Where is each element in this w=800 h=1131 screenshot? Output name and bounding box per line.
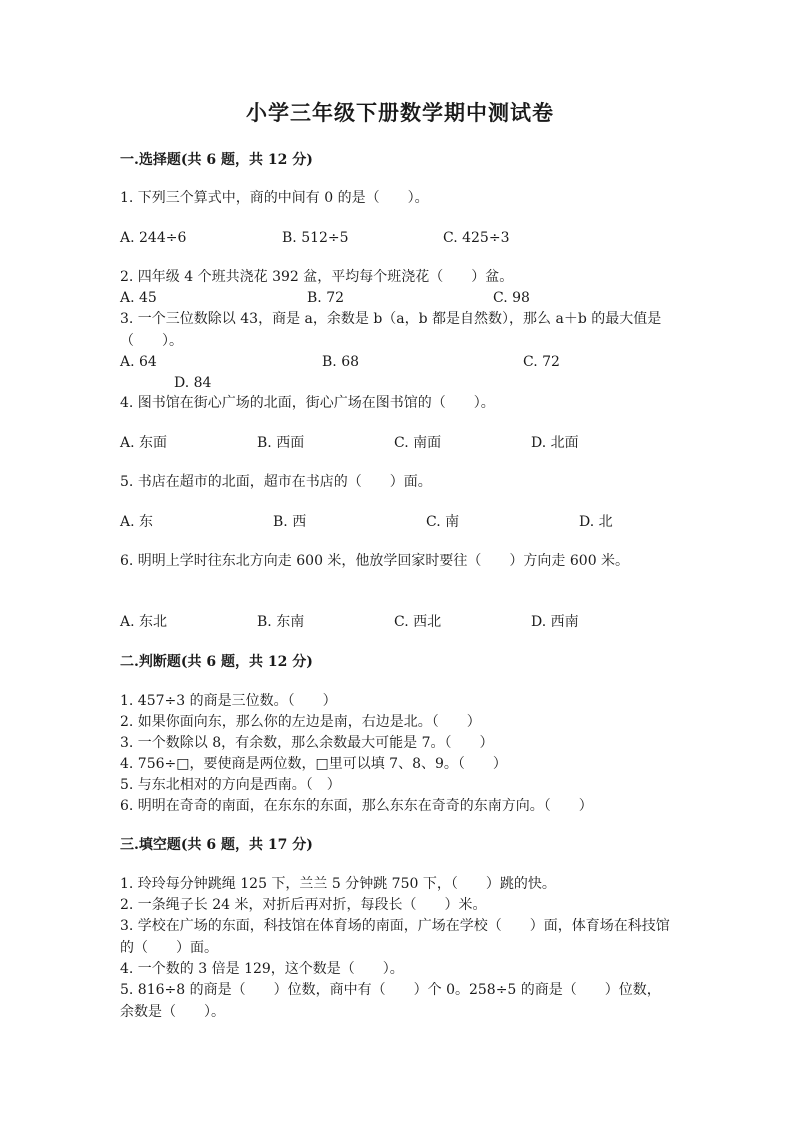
question-stem: 4. 图书馆在街心广场的北面，街心广场在图书馆的（ ）。 [120, 395, 495, 411]
list-item: 2. 一条绳子长 24 米，对折后再对折，每段长（ ）米。 [120, 897, 487, 913]
option-c: C. 72 [523, 354, 560, 370]
option-b: B. 512÷5 [282, 230, 349, 246]
option-d: D. 北 [579, 514, 613, 530]
option-b: B. 西面 [257, 435, 305, 451]
section-heading-choice: 一.选择题(共 6 题，共 12 分) [120, 152, 313, 168]
option-b: B. 东南 [257, 614, 305, 630]
option-b: B. 68 [322, 354, 360, 370]
option-c: C. 98 [493, 290, 530, 306]
question-stem: 3. 一个三位数除以 43，商是 a，余数是 b（a，b 都是自然数），那么 a＋b 的最大值是（ ）。 [120, 311, 662, 349]
list-item: 3. 一个数除以 8，有余数，那么余数最大可能是 7。（ ） [120, 735, 494, 751]
option-a: A. 244÷6 [120, 230, 187, 246]
section-heading-fill-in: 三.填空题(共 6 题，共 17 分) [120, 837, 313, 853]
list-item: 5. 816÷8 的商是（ ）位数，商中有（ ）个 0。258÷5 的商是（ ）位数，余数是（ ）。 [120, 982, 661, 1020]
list-item: 1. 457÷3 的商是三位数。（ ） [120, 693, 337, 709]
option-a: A. 东北 [120, 614, 168, 630]
list-item: 6. 明明在奇奇的南面，在东东的东面，那么东东在奇奇的东南方向。（ ） [120, 798, 593, 814]
question-stem: 6. 明明上学时往东北方向走 600 米，他放学回家时要往（ ）方向走 600 米。 [120, 553, 630, 569]
option-b: B. 西 [273, 514, 307, 530]
option-a: A. 东面 [120, 435, 168, 451]
list-item: 4. 756÷□，要使商是两位数，□里可以填 7、8、9。（ ） [120, 756, 507, 772]
option-c: C. 西北 [394, 614, 442, 630]
option-c: C. 南 [426, 514, 460, 530]
question-stem: 2. 四年级 4 个班共浇花 392 盆，平均每个班浇花（ ）盆。 [120, 269, 514, 285]
section-heading-judgement: 二.判断题(共 6 题，共 12 分) [120, 654, 313, 670]
option-c: C. 425÷3 [443, 230, 510, 246]
list-item: 2. 如果你面向东，那么你的左边是南，右边是北。（ ） [120, 714, 481, 730]
option-a: A. 45 [120, 290, 157, 306]
option-b: B. 72 [307, 290, 345, 306]
question-stem: 1. 下列三个算式中，商的中间有 0 的是（ ）。 [120, 190, 429, 206]
list-item: 3. 学校在广场的东面，科技馆在体育场的南面，广场在学校（ ）面，体育场在科技馆的（ ）面。 [120, 918, 670, 956]
list-item: 1. 玲玲每分钟跳绳 125 下，兰兰 5 分钟跳 750 下，（ ）跳的快。 [120, 876, 556, 892]
option-d: D. 84 [174, 375, 212, 391]
option-c: C. 南面 [394, 435, 442, 451]
option-a: A. 东 [120, 514, 154, 530]
option-d: D. 北面 [531, 435, 579, 451]
list-item: 4. 一个数的 3 倍是 129，这个数是（ ）。 [120, 961, 404, 977]
question-stem: 5. 书店在超市的北面，超市在书店的（ ）面。 [120, 474, 432, 490]
list-item: 5. 与东北相对的方向是西南。（ ） [120, 777, 341, 793]
option-d: D. 西南 [531, 614, 579, 630]
page-title: 小学三年级下册数学期中测试卷 [246, 100, 554, 125]
option-a: A. 64 [120, 354, 157, 370]
